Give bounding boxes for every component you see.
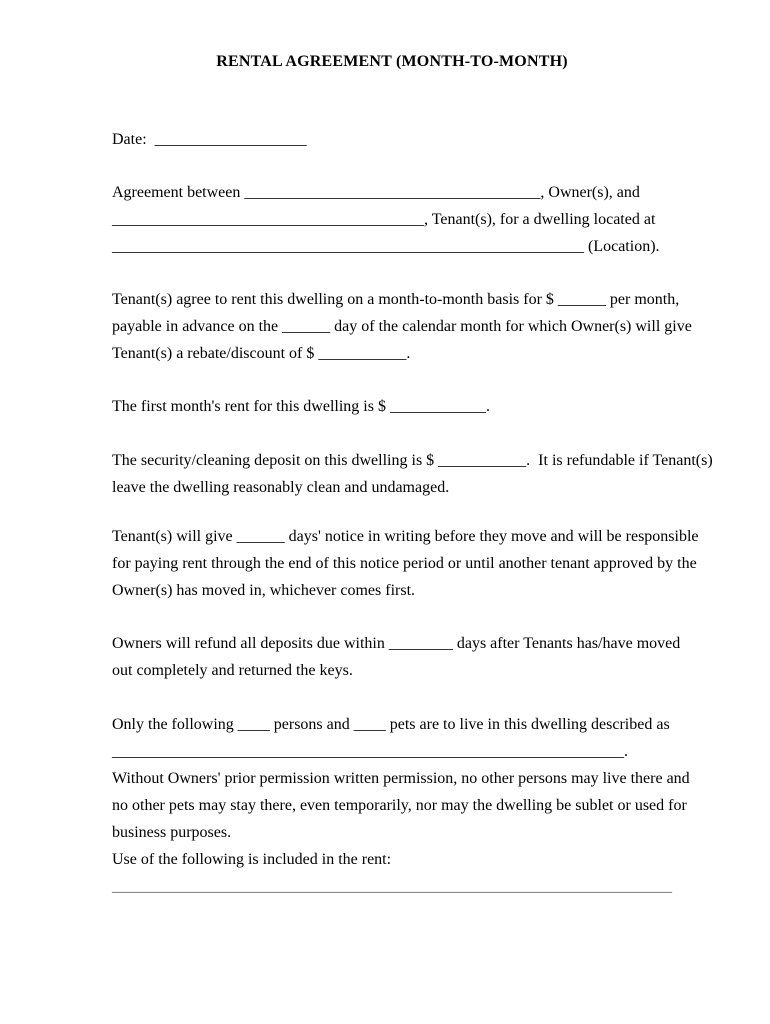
rent-terms-line-1: Tenant(s) agree to rent this dwelling on a month-to-month basis for $ ______ per month,	[112, 291, 680, 308]
occupants-line-1: Only the following ____ persons and ____ pets are to live in this dwelling described as	[112, 716, 670, 733]
deposit-refund-line-1: Owners will refund all deposits due within ________ days after Tenants has/have moved	[112, 635, 681, 652]
rent-includes-line: Use of the following is included in the rent:	[112, 851, 392, 868]
rent-includes-paragraph	[112, 846, 672, 873]
parties-line-2: _______________________________________, Tenant(s), for a dwelling located at	[112, 211, 656, 228]
deposit-refund-line-2: out completely and returned the keys.	[112, 662, 353, 679]
document-title: RENTAL AGREEMENT (MONTH-TO-MONTH)	[216, 53, 568, 70]
security-deposit-paragraph	[112, 447, 713, 501]
security-deposit-line-1: The security/cleaning deposit on this dwelling is $ ___________. It is refundable if Tenant(s)	[112, 452, 713, 469]
parties-line-3: ___________________________________________________________ (Location).	[112, 238, 660, 255]
occupants-paragraph	[112, 711, 672, 765]
fill-in-field-paragraph	[112, 873, 672, 900]
date-line-paragraph	[112, 126, 672, 153]
document-content	[112, 48, 713, 900]
security-deposit-line-2: leave the dwelling reasonably clean and undamaged.	[112, 479, 450, 496]
permission-line-1: Without Owners' prior permission written permission, no other persons may live there and	[112, 770, 690, 787]
first-month-rent-line: The first month's rent for this dwelling is $ ____________.	[112, 398, 490, 415]
move-out-notice-paragraph	[112, 523, 699, 604]
parties-line-1: Agreement between _____________________________________, Owner(s), and	[112, 184, 640, 201]
permission-line-3: business purposes.	[112, 824, 232, 841]
move-out-notice-line-3: Owner(s) has moved in, whichever comes first.	[112, 582, 416, 599]
permission-line-2: no other pets may stay there, even temporarily, nor may the dwelling be sublet or used for	[112, 797, 687, 814]
rent-terms-line-3: Tenant(s) a rebate/discount of $ ___________.	[112, 345, 411, 362]
move-out-notice-line-1: Tenant(s) will give ______ days' notice in writing before they move and will be responsible	[112, 528, 699, 545]
parties-paragraph	[112, 179, 672, 260]
permission-paragraph	[112, 765, 690, 846]
deposit-refund-paragraph	[112, 630, 681, 684]
rent-terms-line-2: payable in advance on the ______ day of the calendar month for which Owner(s) will give	[112, 318, 692, 335]
rent-terms-paragraph	[112, 286, 692, 367]
first-month-rent-paragraph	[112, 393, 672, 420]
occupants-line-2: ________________________________________________________________.	[112, 743, 628, 760]
move-out-notice-line-2: for paying rent through the end of this notice period or until another tenant approved by the	[112, 555, 697, 572]
fill-in-field-line[interactable]: ______________________________________________________________________	[112, 878, 672, 895]
date-line: Date: ___________________	[112, 131, 307, 148]
